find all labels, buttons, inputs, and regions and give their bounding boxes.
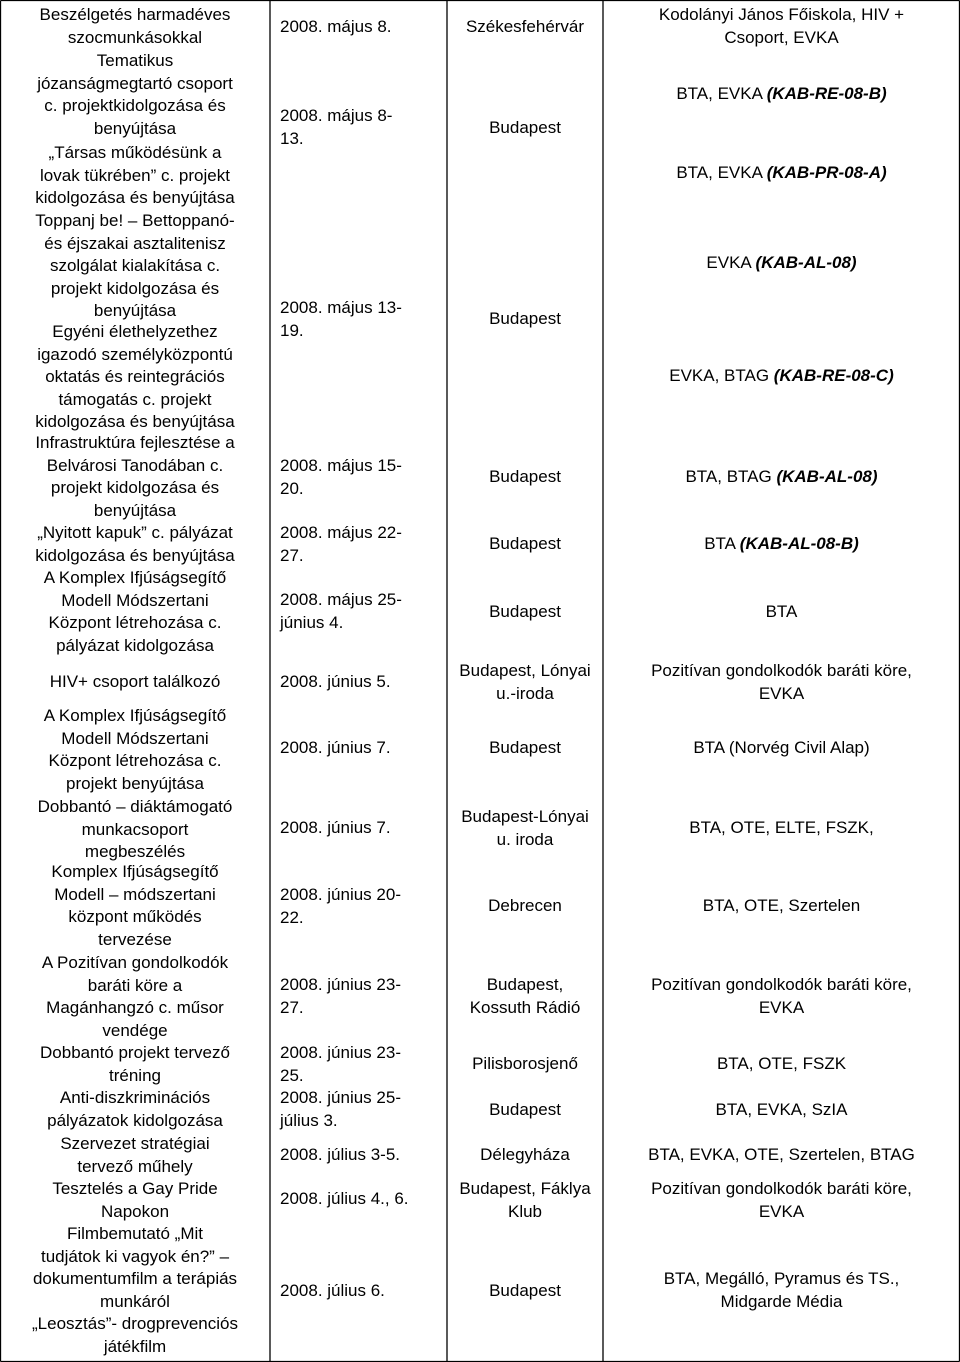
date-cell-line: 2008. május 8.: [280, 17, 392, 36]
partner-org-text: EVKA: [758, 683, 805, 703]
activity-cell-line: tervező műhely: [77, 1156, 193, 1176]
date-cell-line: 2008. június 7.: [280, 818, 391, 837]
partner-cell-line: [603, 1268, 960, 1291]
partner-org-text: BTA, BTAG: [685, 467, 777, 486]
date-cell-line: 2008. július 3-5.: [280, 1145, 401, 1164]
date-cell-line: 2008. július 4., 6.: [280, 1189, 409, 1208]
partner-cell-line: [603, 365, 960, 388]
place-cell-line: Budapest: [489, 534, 561, 553]
partner-cell-line: [603, 162, 960, 185]
date-cell-line: 2008. május 13-: [280, 298, 402, 317]
partner-cell-line: [603, 660, 960, 683]
activity-cell-line: Modell – módszertani: [54, 884, 216, 904]
activity-cell-line: benyújtása: [93, 301, 177, 320]
activity-cell-line: támogatás c. projekt: [58, 389, 212, 409]
partner-cell-line: [603, 1099, 960, 1122]
place-cell-line: u.-iroda: [496, 683, 554, 703]
activity-cell-line: projekt kidolgozása és: [50, 478, 220, 497]
activity-cell-line: központ működés: [68, 907, 202, 926]
date-cell-line: 19.: [280, 320, 304, 340]
activity-cell-line: kidolgozása és benyújtása: [35, 188, 235, 207]
activity-cell-line: „Társas működésünk a: [48, 143, 222, 162]
activity-cell-line: Napokon: [100, 1201, 170, 1221]
date-cell-line: 2008. július 6.: [280, 1281, 385, 1300]
date-cell-line: 22.: [280, 907, 304, 927]
activity-cell-line: benyújtása: [93, 118, 177, 138]
date-cell-line: 2008. június 5.: [280, 672, 391, 691]
activity-cell-line: Dobbantó – diáktámogató: [37, 797, 233, 816]
place-cell-line: Budapest: [489, 309, 561, 328]
partner-cell-line: [603, 533, 960, 556]
activity-cell-line: dokumentumfilm a terápiás: [32, 1269, 238, 1288]
place-cell-line: Délegyháza: [480, 1145, 570, 1164]
date-cell-line: 2008. május 8-: [280, 106, 393, 125]
activity-cell-line: tervezése: [98, 929, 172, 949]
date-cell-line: 25.: [280, 1065, 304, 1085]
place-cell-line: Budapest: [489, 118, 561, 137]
partner-cell-line: [603, 1201, 960, 1224]
activity-cell-line: megbeszélés: [84, 842, 186, 861]
activity-cell-line: Egyéni élethelyzethez: [52, 322, 218, 341]
place-cell-line: Budapest: [489, 1100, 561, 1119]
activity-cell-line: Beszélgetés harmadéves: [39, 5, 231, 24]
activity-cell-line: Toppanj be! – Bettoppanó-: [35, 211, 235, 230]
activity-cell-line: „Nyitott kapuk” c. pályázat: [37, 523, 233, 542]
partner-org-text: BTA, EVKA, OTE, Szertelen, BTAG: [648, 1145, 915, 1164]
activity-cell-line: Infrastruktúra fejlesztése a: [35, 433, 235, 452]
partner-org-text: Pozitívan gondolkodók baráti köre,: [651, 975, 912, 994]
activity-cell-line: pályázatok kidolgozása: [47, 1110, 223, 1130]
partner-org-text: BTA: [765, 602, 798, 621]
date-cell-line: 2008. június 7.: [280, 738, 391, 757]
partner-org-text: Kodolányi János Főiskola, HIV +: [658, 5, 905, 24]
partner-code-text: (KAB-RE-08-B): [766, 84, 887, 103]
place-cell-line: Budapest, Lónyai: [459, 661, 591, 680]
activity-cell-line: igazodó személyközpontú: [37, 344, 233, 364]
partner-cell-line: [603, 974, 960, 997]
partner-org-text: EVKA: [758, 1201, 805, 1221]
partner-org-text: BTA, OTE, FSZK: [716, 1054, 847, 1073]
partner-cell-line: [603, 1053, 960, 1076]
partner-org-text: BTA, EVKA: [676, 84, 767, 103]
partner-code-text: (KAB-AL-08): [776, 467, 878, 486]
partner-cell-line: [603, 997, 960, 1020]
activity-cell-line: Tematikus: [96, 51, 174, 70]
activity-cell-line: munkacsoport: [81, 819, 189, 839]
place-cell-line: u. iroda: [496, 829, 554, 849]
place-cell-line: Budapest: [489, 738, 561, 757]
partner-cell-line: [603, 1178, 960, 1201]
place-cell-line: Budapest: [489, 467, 561, 486]
activity-cell-line: projekt benyújtása: [66, 773, 204, 793]
date-cell-line: 20.: [280, 478, 304, 498]
partner-org-text: EVKA: [758, 997, 805, 1017]
partner-org-text: EVKA: [706, 253, 756, 272]
activity-cell-line: és éjszakai asztalitenisz: [44, 233, 226, 253]
activity-cell-line: Belvárosi Tanodában c.: [46, 455, 224, 475]
place-cell-line: Budapest,: [486, 975, 564, 994]
partner-cell-line: [603, 1291, 960, 1314]
partner-cell-line: [603, 683, 960, 706]
activity-cell-line: benyújtása: [93, 500, 177, 520]
activity-cell-line: c. projektkidolgozása és: [44, 96, 226, 115]
activity-cell-line: Anti-diszkriminációs: [59, 1088, 211, 1107]
partner-code-text: (KAB-PR-08-A): [766, 163, 887, 182]
date-cell-line: 27.: [280, 545, 304, 565]
date-cell-line: június 4.: [280, 612, 344, 632]
place-cell-line: Pilisborosjenő: [472, 1054, 578, 1073]
date-cell-line: július 3.: [280, 1110, 338, 1130]
partner-code-text: (KAB-AL-08-B): [739, 534, 859, 553]
place-cell-line: Budapest-Lónyai: [461, 807, 589, 826]
activity-cell-line: A Pozitívan gondolkodók: [41, 953, 229, 972]
activity-cell-line: lovak tükrében” c. projekt: [40, 165, 230, 185]
activity-cell-line: munkáról: [100, 1291, 170, 1311]
activity-cell-line: Modell Módszertani: [61, 590, 209, 610]
activity-cell-line: kidolgozása és benyújtása: [35, 412, 235, 431]
activity-cell-line: pályázat kidolgozása: [56, 635, 214, 655]
activity-cell-line: Modell Módszertani: [61, 728, 209, 748]
date-cell-line: 2008. június 23-: [280, 1043, 401, 1062]
partner-org-text: BTA, EVKA: [676, 163, 767, 182]
partner-org-text: BTA, OTE, Szertelen: [702, 896, 861, 915]
activity-cell-line: Filmbemutató „Mit: [66, 1224, 204, 1243]
date-cell-line: 2008. június 25-: [280, 1088, 401, 1107]
date-cell-line: 2008. május 25-: [280, 590, 402, 609]
partner-code-text: (KAB-AL-08): [755, 253, 857, 272]
activity-cell-line: szolgálat kialakítása c.: [49, 256, 221, 275]
partner-cell-line: [603, 737, 960, 760]
partner-org-text: Midgarde Média: [720, 1291, 843, 1311]
activity-cell-line: baráti köre a: [87, 975, 183, 995]
date-cell-line: 2008. június 20-: [280, 885, 401, 904]
activity-cell-line: szocmunkásokkal: [67, 27, 203, 47]
activity-cell-line: projekt kidolgozása és: [50, 278, 220, 298]
partner-cell-line: [603, 895, 960, 918]
partner-cell-line: [603, 27, 960, 50]
partner-org-text: EVKA, BTAG: [669, 366, 774, 385]
partner-cell-line: [603, 817, 960, 840]
partner-org-text: BTA: [704, 534, 740, 553]
date-cell-line: 2008. június 23-: [280, 975, 401, 994]
partner-cell-line: [603, 83, 960, 106]
activity-cell-line: Komplex Ifjúságsegítő: [51, 862, 219, 881]
activity-cell-line: kidolgozása és benyújtása: [35, 545, 235, 565]
place-cell-line: Budapest: [489, 1281, 561, 1300]
activity-cell-line: HIV+ csoport találkozó: [49, 672, 221, 691]
activity-cell-line: tréning: [109, 1065, 161, 1085]
date-cell-line: 27.: [280, 997, 304, 1017]
activity-cell-line: Központ létrehozása c.: [48, 751, 222, 770]
place-cell-line: Budapest, Fáklya: [459, 1179, 591, 1198]
activity-cell-line: oktatás és reintegrációs: [45, 367, 225, 386]
activity-cell-line: „Leosztás”- drogprevenciós: [32, 1314, 238, 1333]
partner-cell-line: [603, 252, 960, 275]
activity-cell-line: vendége: [102, 1020, 168, 1040]
activity-cell-line: józanságmegtartó csoport: [37, 73, 233, 93]
activity-cell-line: Szervezet stratégiai: [60, 1134, 210, 1153]
activity-cell-line: Dobbantó projekt tervező: [40, 1043, 230, 1062]
partner-org-text: BTA, EVKA, SzIA: [715, 1100, 848, 1119]
activity-cell-line: A Komplex Ifjúságsegítő: [43, 568, 227, 587]
partner-org-text: BTA (Norvég Civil Alap): [693, 738, 870, 757]
date-cell-line: 2008. május 15-: [280, 456, 402, 475]
place-cell-line: Székesfehérvár: [465, 17, 585, 36]
place-cell-line: Debrecen: [488, 896, 562, 915]
partner-cell-line: [603, 601, 960, 624]
date-cell-line: 2008. május 22-: [280, 523, 402, 542]
partner-cell-line: [603, 466, 960, 489]
partner-org-text: Pozitívan gondolkodók baráti köre,: [651, 1179, 912, 1198]
activity-cell-line: játékfilm: [103, 1336, 167, 1356]
activity-cell-line: Magánhangzó c. műsor: [46, 998, 224, 1017]
partner-cell-line: [603, 4, 960, 27]
date-cell-line: 13.: [280, 128, 304, 148]
place-cell-line: Budapest: [489, 602, 561, 621]
activity-cell-line: Központ létrehozása c.: [48, 613, 222, 632]
partner-org-text: BTA, Megálló, Pyramus és TS.,: [663, 1269, 900, 1288]
partner-cell-line: [603, 1144, 960, 1167]
place-cell-line: Kossuth Rádió: [469, 997, 581, 1017]
partner-code-text: (KAB-RE-08-C): [773, 366, 894, 385]
partner-org-text: Pozitívan gondolkodók baráti köre,: [651, 661, 912, 680]
activity-cell-line: tudjátok ki vagyok én?” –: [40, 1246, 230, 1266]
partner-org-text: BTA, OTE, ELTE, FSZK,: [689, 818, 874, 837]
activity-cell-line: A Komplex Ifjúságsegítő: [43, 706, 227, 725]
place-cell-line: Klub: [507, 1201, 543, 1221]
partner-org-text: Csoport, EVKA: [724, 27, 839, 47]
activity-cell-line: Tesztelés a Gay Pride: [52, 1179, 218, 1198]
